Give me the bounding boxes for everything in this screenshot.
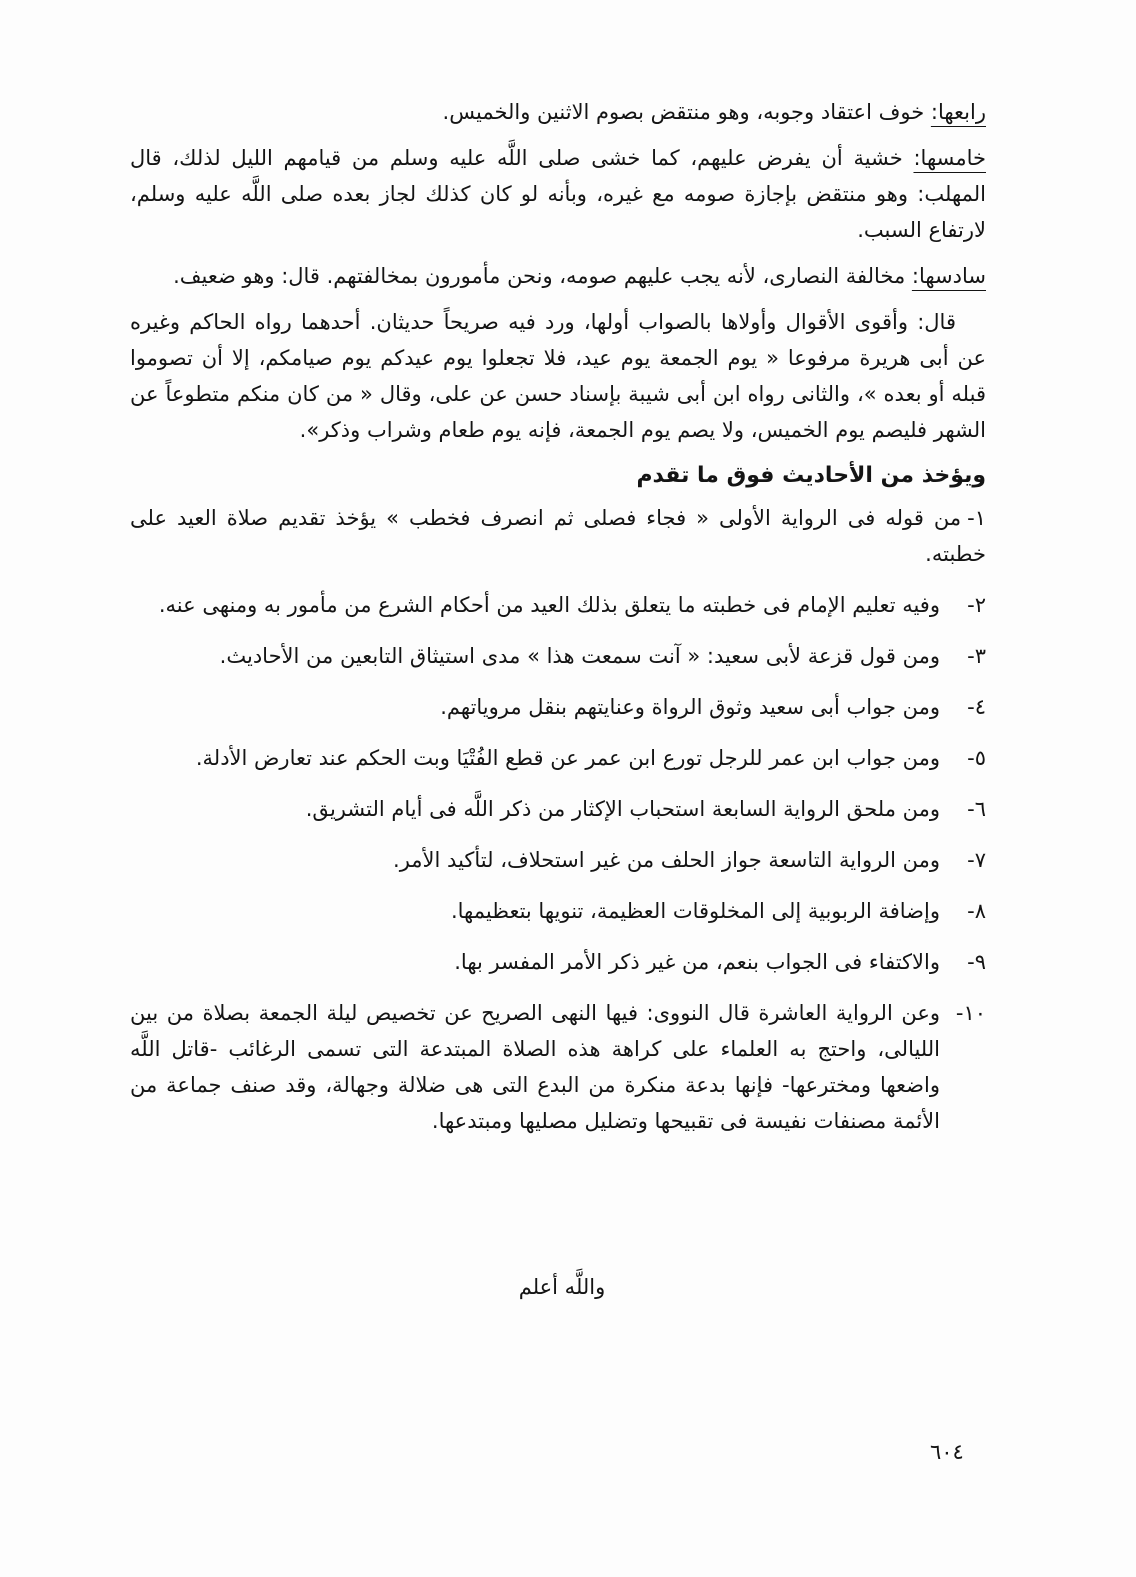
list-number: ١٠- xyxy=(955,1001,986,1025)
list-text: ومن جواب ابن عمر للرجل تورع ابن عمر عن قطع الفُتْيَا وبت الحكم عند تعارض الأدلة. xyxy=(195,746,940,770)
list-item xyxy=(130,944,986,980)
list-number: ٢- xyxy=(967,593,986,617)
list-text: ومن ملحق الرواية السابعة استحباب الإكثار من ذكر اللَّه فى أيام التشريق. xyxy=(305,797,940,821)
list-number: ٤- xyxy=(967,695,986,719)
list-item xyxy=(130,689,986,725)
body-text xyxy=(130,94,986,1154)
paragraph-text: خشية أن يفرض عليهم، كما خشى صلى اللَّه عليه وسلم من قيامهم الليل لذلك، قال المهلب: وهو منتقض بإجازة صومه مع غيره، وبأنه لو كان كذلك لجاز بعده صلى اللَّه عليه وسلم، لارتفاع السبب. xyxy=(130,146,986,242)
list-item xyxy=(130,842,986,878)
list-text: والاكتفاء فى الجواب بنعم، من غير ذكر الأمر المفسر بها. xyxy=(454,950,940,974)
list-item xyxy=(130,893,986,929)
paragraph-text: مخالفة النصارى، لأنه يجب عليهم صومه، ونحن مأمورون بمخالفتهم. قال: وهو ضعيف. xyxy=(173,264,906,288)
list-item xyxy=(130,740,986,776)
list-text: ومن جواب أبى سعيد وثوق الرواة وعنايتهم بنقل مروياتهم. xyxy=(440,695,940,719)
paragraph-label: رابعها: xyxy=(930,100,986,124)
list-number: ٦- xyxy=(967,797,986,821)
list-item xyxy=(130,638,986,674)
list-item xyxy=(130,587,986,623)
closing-phrase xyxy=(0,1275,1136,1299)
list-number: ١- xyxy=(967,506,986,530)
list-item xyxy=(130,995,986,1139)
list-text: ومن الرواية التاسعة جواز الحلف من غير استحلاف، لتأكيد الأمر. xyxy=(393,848,940,872)
paragraph-fourth xyxy=(130,94,986,130)
list-text: ومن قول قزعة لأبى سعيد: « آنت سمعت هذا » مدى استيثاق التابعين من الأحاديث. xyxy=(219,644,940,668)
list-number: ٥- xyxy=(967,746,986,770)
list-number: ٣- xyxy=(967,644,986,668)
section-heading: ويؤخذ من الأحاديث فوق ما تقدم xyxy=(636,463,986,488)
list-number: ٧- xyxy=(967,848,986,872)
list-item xyxy=(130,791,986,827)
list-text: وإضافة الربوبية إلى المخلوقات العظيمة، تنويها بتعظيمها. xyxy=(450,899,940,923)
paragraph-text: خوف اعتقاد وجوبه، وهو منتقض بصوم الاثنين والخميس. xyxy=(442,100,925,124)
list-text: وعن الرواية العاشرة قال النووى: فيها النهى الصريح عن تخصيص ليلة الجمعة بصلاة من بين الليالى، واحتج به العلماء على كراهة هذه الصلاة المبتدعة التى تسمى الرغائب -قاتل اللَّه واضعها ومخترعها- فإنها بدعة منكرة من البدع التى هى ضلالة وجهالة، وقد صنف جماعة من الأئمة مصنفات نفيسة فى تقبيحها وتضليل مصليها ومبتدعها. xyxy=(130,1001,940,1133)
page-number: ٦٠٤ xyxy=(930,1440,964,1464)
list-number: ٨- xyxy=(967,899,986,923)
list-item xyxy=(130,500,986,572)
paragraph-label: خامسها: xyxy=(913,146,986,170)
paragraph-label: سادسها: xyxy=(911,264,986,288)
paragraph-fifth xyxy=(130,140,986,248)
list-text: من قوله فى الرواية الأولى « فجاء فصلى ثم انصرف فخطب » يؤخذ تقديم صلاة العيد على خطبته. xyxy=(130,506,986,566)
list-number: ٩- xyxy=(967,950,986,974)
paragraph-qala: قال: وأقوى الأقوال وأولاها بالصواب أولها، ورد فيه صريحاً حديثان. أحدهما رواه الحاكم وغيره عن أبى هريرة مرفوعا « يوم الجمعة يوم عيد، فلا تجعلوا يوم عيدكم يوم صيامكم، إلا أن تصوموا قبله أو بعده »، والثانى رواه ابن أبى شيبة بإسناد حسن عن على، وقال « من كان منكم متطوعاً عن الشهر فليصم يوم الخميس، ولا يصم يوم الجمعة، فإنه يوم طعام وشراب وذكر». xyxy=(130,310,986,442)
paragraph-sixth xyxy=(130,258,986,294)
closing-text: واللَّه أعلم xyxy=(518,1275,606,1299)
list-text: وفيه تعليم الإمام فى خطبته ما يتعلق بذلك العيد من أحكام الشرع من مأمور به ومنهى عنه. xyxy=(158,593,940,617)
